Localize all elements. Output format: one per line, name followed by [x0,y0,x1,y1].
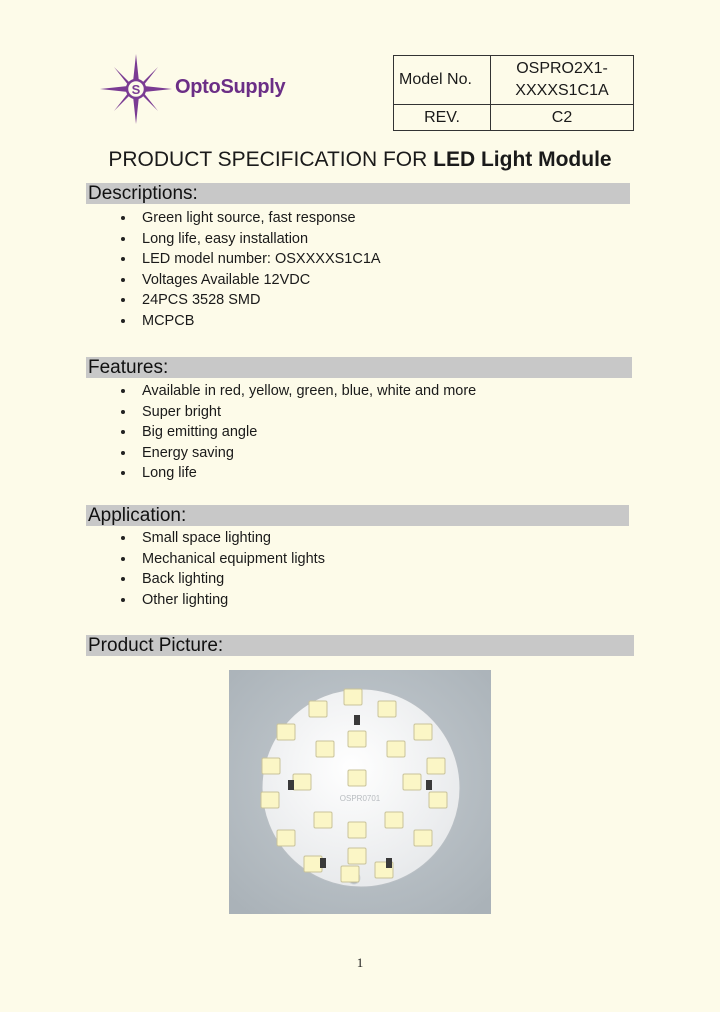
list-item: MCPCB [118,311,381,332]
list-item: Super bright [118,402,476,423]
led-chip [348,822,366,838]
model-value-line2: XXXXS1C1A [515,82,609,99]
page-number: 1 [356,955,364,970]
led-chip [344,689,362,705]
led-chip [348,848,366,864]
resistor-chip [354,715,360,725]
led-chip [304,856,322,872]
led-chip [309,701,327,717]
model-label: Model No. [394,56,491,105]
resistor-chip [288,780,294,790]
led-chip [385,812,403,828]
page-title [0,148,720,172]
list-item: Big emitting angle [118,422,476,443]
rev-value: C2 [491,105,634,131]
brand-name: OptoSupply [175,76,286,98]
resistor-chip [320,858,326,868]
led-chip [316,741,334,757]
list-item: Mechanical equipment lights [118,549,325,570]
model-info-table [393,55,634,131]
list-item: Available in red, yellow, green, blue, white and more [118,381,476,402]
list-item: Voltages Available 12VDC [118,270,381,291]
section-heading-features: Features: [86,357,632,378]
rev-label: REV. [394,105,491,131]
model-value-line1: OSPRO2X1- [516,60,608,77]
led-chip [414,830,432,846]
led-chip [277,724,295,740]
led-chip [262,758,280,774]
led-chip [414,724,432,740]
list-item: Back lighting [118,569,325,590]
board-marking: OSPR0701 [339,794,381,803]
starburst-s-icon [98,52,174,126]
led-chip [314,812,332,828]
list-item: Energy saving [118,443,476,464]
list-item: Long life, easy installation [118,229,381,250]
list-item: LED model number: OSXXXXS1C1A [118,249,381,270]
list-item: Long life [118,463,476,484]
title-prefix: PRODUCT SPECIFICATION FOR [108,148,434,171]
led-chip [261,792,279,808]
led-chip [348,770,366,786]
model-value [491,56,634,105]
led-chip [403,774,421,790]
led-chip [277,830,295,846]
resistor-chip [426,780,432,790]
led-chip [387,741,405,757]
section-heading-application: Application: [86,505,629,526]
section-heading-descriptions: Descriptions: [86,183,630,204]
led-board-image [229,670,491,914]
list-item: 24PCS 3528 SMD [118,290,381,311]
led-chip [293,774,311,790]
features-list [118,381,476,484]
list-item: Small space lighting [118,528,325,549]
product-photo [229,670,491,914]
list-item: Other lighting [118,590,325,611]
led-chip [427,758,445,774]
led-chip [378,701,396,717]
resistor-chip [386,858,392,868]
section-heading-picture: Product Picture: [86,635,634,656]
led-chip [348,731,366,747]
title-bold: LED Light Module [433,148,612,171]
led-chip [429,792,447,808]
list-item: Green light source, fast response [118,208,381,229]
descriptions-list [118,208,381,331]
svg-text:S: S [131,82,141,97]
brand-logo [98,52,308,126]
led-chip [341,866,359,882]
application-list [118,528,325,610]
